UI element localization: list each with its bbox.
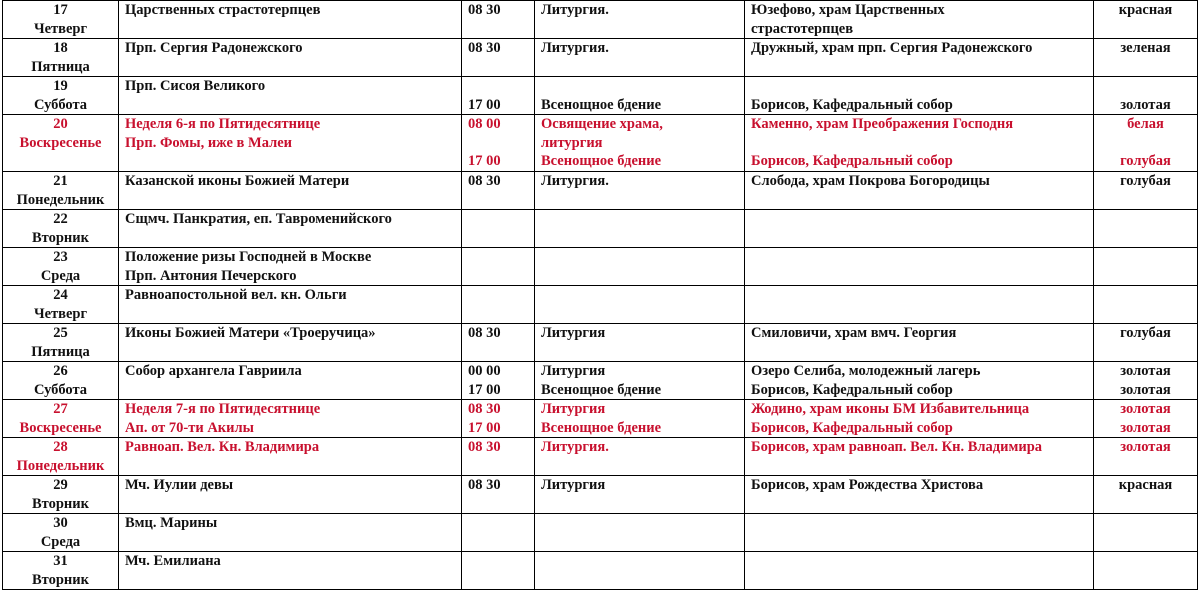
weekday: Среда — [40, 267, 81, 284]
weekday: Четверг — [33, 20, 88, 37]
feast-cell — [119, 400, 462, 438]
place-cell — [745, 77, 1094, 115]
schedule-row — [3, 552, 1198, 590]
day-number: 31 — [53, 553, 68, 569]
vestment-cell-line: красная — [1118, 2, 1173, 18]
place-cell — [745, 39, 1094, 77]
weekday: Суббота — [33, 96, 88, 113]
feast-cell-line: Положение ризы Господней в Москве — [125, 249, 372, 265]
feast-cell — [119, 172, 462, 210]
time-cell — [462, 1, 535, 39]
place-cell-line: страстотерпцев — [751, 20, 854, 37]
day-number: 23 — [53, 249, 68, 265]
service-cell-line: Освящение храма, — [541, 116, 663, 132]
vestment-cell — [1094, 1, 1198, 39]
vestment-cell-line: золотая — [1120, 381, 1171, 398]
date-cell — [3, 476, 119, 514]
time-cell — [462, 362, 535, 400]
feast-cell — [119, 286, 462, 324]
place-cell-line: Каменно, храм Преображения Господня — [751, 116, 1014, 132]
vestment-cell-line: золотая — [1120, 439, 1171, 455]
weekday: Понедельник — [16, 191, 105, 208]
vestment-cell-line: красная — [1118, 477, 1173, 493]
place-cell — [745, 324, 1094, 362]
feast-cell-line: Неделя 7-я по Пятидесятнице — [125, 401, 321, 417]
service-cell — [535, 286, 745, 324]
vestment-cell-line: белая — [1127, 116, 1164, 132]
time-cell — [462, 115, 535, 172]
date-cell — [3, 552, 119, 590]
service-cell — [535, 362, 745, 400]
service-cell-line: Литургия. — [541, 173, 609, 189]
time-cell-line: 08 30 — [468, 439, 501, 455]
service-cell-line: литургия — [541, 134, 603, 151]
vestment-cell-line: золотая — [1120, 96, 1171, 113]
services-schedule-table — [2, 0, 1198, 590]
day-number: 18 — [53, 40, 68, 56]
time-cell-line: 08 30 — [468, 401, 501, 417]
time-cell-line — [468, 134, 528, 153]
date-cell — [3, 400, 119, 438]
place-cell — [745, 362, 1094, 400]
day-number: 22 — [53, 211, 68, 227]
time-cell — [462, 77, 535, 115]
date-cell — [3, 248, 119, 286]
day-number: 21 — [53, 173, 68, 189]
time-cell — [462, 476, 535, 514]
weekday: Суббота — [33, 381, 88, 398]
place-cell-line: Борисов, Кафедральный собор — [751, 96, 953, 113]
weekday: Среда — [40, 533, 81, 550]
vestment-cell-line: голубая — [1120, 173, 1171, 189]
place-cell-line — [751, 134, 1087, 153]
place-cell — [745, 552, 1094, 590]
feast-cell-line: Сщмч. Панкратия, еп. Тавроменийского — [125, 211, 392, 227]
feast-cell — [119, 77, 462, 115]
service-cell — [535, 115, 745, 172]
schedule-row — [3, 476, 1198, 514]
weekday: Пятница — [31, 343, 90, 360]
feast-cell — [119, 324, 462, 362]
feast-cell — [119, 438, 462, 476]
feast-cell — [119, 115, 462, 172]
place-cell — [745, 514, 1094, 552]
vestment-cell — [1094, 248, 1198, 286]
schedule-row — [3, 172, 1198, 210]
feast-cell-line: Царственных страстотерпцев — [125, 2, 321, 18]
feast-cell — [119, 248, 462, 286]
day-number: 26 — [53, 363, 68, 379]
vestment-cell-line — [1100, 134, 1191, 153]
service-cell-line: Литургия — [541, 363, 606, 379]
service-cell-line: Всенощное бдение — [541, 381, 662, 398]
time-cell-line: 08 30 — [468, 2, 501, 18]
time-cell — [462, 172, 535, 210]
service-cell-line: Литургия. — [541, 2, 609, 18]
vestment-cell — [1094, 77, 1198, 115]
service-cell-line: Всенощное бдение — [541, 96, 662, 113]
feast-cell — [119, 552, 462, 590]
vestment-cell-line: золотая — [1120, 363, 1171, 379]
service-cell — [535, 324, 745, 362]
place-cell-line: Борисов, Кафедральный собор — [751, 381, 953, 398]
day-number: 27 — [53, 401, 68, 417]
date-cell — [3, 324, 119, 362]
weekday: Вторник — [32, 571, 89, 588]
feast-cell-line: Ап. от 70-ти Акилы — [125, 419, 254, 436]
day-number: 30 — [53, 515, 68, 531]
weekday: Пятница — [31, 58, 90, 75]
place-cell — [745, 115, 1094, 172]
feast-cell-line: Мч. Емилиана — [125, 553, 221, 569]
feast-cell — [119, 476, 462, 514]
time-cell — [462, 286, 535, 324]
day-number: 19 — [53, 78, 68, 94]
day-number: 17 — [53, 2, 68, 18]
date-cell — [3, 77, 119, 115]
date-cell — [3, 1, 119, 39]
schedule-row — [3, 77, 1198, 115]
time-cell — [462, 552, 535, 590]
service-cell — [535, 1, 745, 39]
vestment-cell — [1094, 210, 1198, 248]
feast-cell-line: Прп. Сергия Радонежского — [125, 40, 303, 56]
weekday: Воскресенье — [19, 419, 102, 436]
vestment-cell — [1094, 362, 1198, 400]
weekday: Четверг — [33, 305, 88, 322]
time-cell — [462, 324, 535, 362]
place-cell-line: Борисов, Кафедральный собор — [751, 419, 953, 436]
vestment-cell — [1094, 39, 1198, 77]
place-cell-line: Юзефово, храм Царственных — [751, 2, 945, 18]
service-cell-line: Литургия. — [541, 439, 609, 455]
place-cell — [745, 172, 1094, 210]
vestment-cell — [1094, 324, 1198, 362]
vestment-cell — [1094, 115, 1198, 172]
service-cell — [535, 552, 745, 590]
time-cell — [462, 248, 535, 286]
feast-cell-line: Собор архангела Гавриила — [125, 363, 302, 379]
vestment-cell — [1094, 476, 1198, 514]
date-cell — [3, 286, 119, 324]
time-cell — [462, 39, 535, 77]
service-cell — [535, 210, 745, 248]
time-cell — [462, 210, 535, 248]
place-cell — [745, 438, 1094, 476]
vestment-cell — [1094, 514, 1198, 552]
time-cell-line: 08 00 — [468, 116, 501, 132]
place-cell-line: Слобода, храм Покрова Богородицы — [751, 173, 990, 189]
day-number: 28 — [53, 439, 68, 455]
feast-cell-line: Мч. Иулии девы — [125, 477, 234, 493]
time-cell-line: 08 30 — [468, 477, 501, 493]
place-cell-line: Смиловичи, храм вмч. Георгия — [751, 325, 957, 341]
feast-cell-line: Прп. Фомы, иже в Малеи — [125, 134, 293, 151]
service-cell-line: Всенощное бдение — [541, 419, 662, 436]
date-cell — [3, 438, 119, 476]
spacer — [1100, 77, 1191, 96]
vestment-cell — [1094, 286, 1198, 324]
feast-cell-line: Равноап. Вел. Кн. Владимира — [125, 439, 320, 455]
feast-cell-line: Неделя 6-я по Пятидесятнице — [125, 116, 321, 132]
schedule-row — [3, 400, 1198, 438]
spacer — [468, 77, 528, 96]
schedule-row — [3, 115, 1198, 172]
service-cell-line: Литургия — [541, 325, 606, 341]
vestment-cell — [1094, 400, 1198, 438]
weekday: Понедельник — [16, 457, 105, 474]
feast-cell-line: Вмц. Марины — [125, 515, 218, 531]
service-cell — [535, 77, 745, 115]
place-cell — [745, 286, 1094, 324]
place-cell — [745, 248, 1094, 286]
time-cell — [462, 438, 535, 476]
vestment-cell — [1094, 552, 1198, 590]
schedule-row — [3, 324, 1198, 362]
time-cell-line: 17 00 — [468, 96, 501, 113]
schedule-row — [3, 362, 1198, 400]
schedule-row — [3, 210, 1198, 248]
service-cell-line: Всенощное бдение — [541, 153, 662, 169]
weekday: Воскресенье — [19, 134, 102, 151]
vestment-cell-line: золотая — [1120, 401, 1171, 417]
time-cell-line: 17 00 — [468, 153, 501, 169]
service-cell — [535, 476, 745, 514]
feast-cell-line: Прп. Сисоя Великого — [125, 78, 266, 94]
day-number: 25 — [53, 325, 68, 341]
place-cell-line: Жодино, храм иконы БМ Избавительница — [751, 401, 1030, 417]
vestment-cell — [1094, 438, 1198, 476]
feast-cell-line: Казанской иконы Божией Матери — [125, 173, 350, 189]
weekday: Вторник — [32, 495, 89, 512]
day-number: 24 — [53, 287, 68, 303]
feast-cell — [119, 1, 462, 39]
date-cell — [3, 39, 119, 77]
service-cell — [535, 172, 745, 210]
feast-cell-line: Равноапостольной вел. кн. Ольги — [125, 287, 347, 303]
feast-cell — [119, 210, 462, 248]
vestment-cell-line: голубая — [1120, 325, 1171, 341]
time-cell-line: 17 00 — [468, 419, 501, 436]
schedule-row — [3, 286, 1198, 324]
time-cell — [462, 400, 535, 438]
service-cell — [535, 438, 745, 476]
schedule-row — [3, 248, 1198, 286]
place-cell — [745, 400, 1094, 438]
date-cell — [3, 514, 119, 552]
time-cell-line: 00 00 — [468, 363, 501, 379]
place-cell — [745, 476, 1094, 514]
date-cell — [3, 172, 119, 210]
place-cell-line: Борисов, храм Рождества Христова — [751, 477, 984, 493]
feast-cell — [119, 514, 462, 552]
service-cell — [535, 514, 745, 552]
feast-cell-line: Прп. Антония Печерского — [125, 267, 297, 284]
vestment-cell-line: зеленая — [1120, 40, 1171, 56]
vestment-cell — [1094, 172, 1198, 210]
schedule-row — [3, 1, 1198, 39]
service-cell-line: Литургия — [541, 401, 606, 417]
service-cell — [535, 248, 745, 286]
place-cell-line: Озеро Селиба, молодежный лагерь — [751, 363, 981, 379]
schedule-row — [3, 514, 1198, 552]
place-cell-line: Дружный, храм прп. Сергия Радонежского — [751, 40, 1033, 56]
time-cell-line: 17 00 — [468, 381, 501, 398]
spacer — [751, 77, 1087, 96]
feast-cell-line: Иконы Божией Матери «Троеручица» — [125, 325, 376, 341]
day-number: 20 — [53, 116, 68, 132]
schedule-row — [3, 39, 1198, 77]
place-cell — [745, 210, 1094, 248]
place-cell-line: Борисов, Кафедральный собор — [751, 153, 953, 169]
vestment-cell-line: золотая — [1120, 419, 1171, 436]
date-cell — [3, 210, 119, 248]
time-cell-line: 08 30 — [468, 173, 501, 189]
time-cell-line: 08 30 — [468, 40, 501, 56]
date-cell — [3, 115, 119, 172]
service-cell-line: Литургия. — [541, 40, 609, 56]
date-cell — [3, 362, 119, 400]
schedule-body — [3, 1, 1198, 590]
place-cell-line: Борисов, храм равноап. Вел. Кн. Владимира — [751, 439, 1043, 455]
service-cell-line: Литургия — [541, 477, 606, 493]
weekday: Вторник — [32, 229, 89, 246]
time-cell — [462, 514, 535, 552]
feast-cell — [119, 362, 462, 400]
service-cell — [535, 400, 745, 438]
schedule-row — [3, 438, 1198, 476]
day-number: 29 — [53, 477, 68, 493]
feast-cell — [119, 39, 462, 77]
vestment-cell-line: голубая — [1120, 153, 1171, 169]
service-cell — [535, 39, 745, 77]
spacer — [541, 77, 738, 96]
time-cell-line: 08 30 — [468, 325, 501, 341]
place-cell — [745, 1, 1094, 39]
